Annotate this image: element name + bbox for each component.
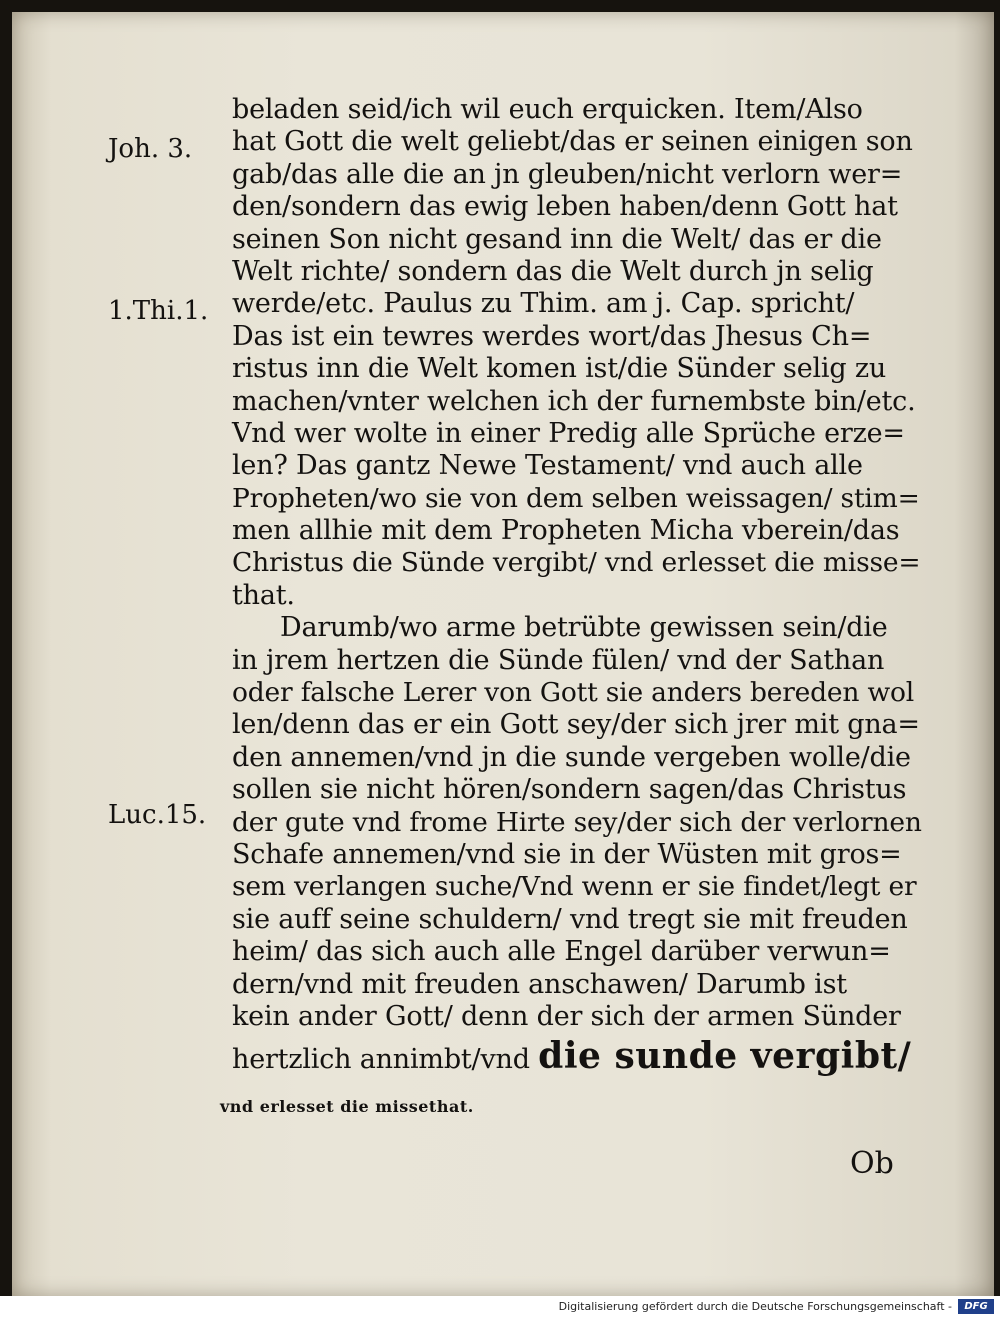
text-line: ristus inn die Welt komen ist/die Sünder selig zu xyxy=(232,353,887,385)
text-line: in jrem hertzen die Sünde fülen/ vnd der Sathan xyxy=(232,644,885,676)
text-line: len? Das gantz Newe Testament/ vnd auch alle xyxy=(232,450,863,482)
text-line: kein ander Gott/ denn der sich der armen Sünder xyxy=(232,1000,901,1032)
footer-bar xyxy=(0,1296,1000,1318)
text-line: len/denn das er ein Gott sey/der sich jrer mit gna= xyxy=(232,709,920,741)
text-line: men allhie mit dem Propheten Micha vberein/das xyxy=(232,515,900,547)
text-line: Propheten/wo sie von dem selben weissagen/ stim= xyxy=(232,482,920,514)
text-line: sie auff seine schuldern/ vnd tregt sie mit freuden xyxy=(232,903,908,935)
text-line: that. xyxy=(232,579,295,611)
text-line: oder falsche Lerer von Gott sie anders bereden wol xyxy=(232,677,915,709)
text-line: Christus die Sünde vergibt/ vnd erlesset die misse= xyxy=(232,547,921,579)
text-line: beladen seid/ich wil euch erquicken. Item/Also xyxy=(232,94,863,125)
margin-note-joh: Joh. 3. xyxy=(108,134,193,164)
closing-line: vnd erlesset die missethat. xyxy=(220,1097,474,1117)
text-line: Schafe annemen/vnd sie in der Wüsten mit gros= xyxy=(232,838,902,870)
text-line: machen/vnter welchen ich der furnembste bin/etc. xyxy=(232,385,916,417)
text-line-mixed xyxy=(232,1033,912,1079)
text-line: den annemen/vnd jn die sunde vergeben wolle/die xyxy=(232,741,911,773)
text-line-large-part: die sunde vergibt/ xyxy=(538,1035,912,1078)
text-line: sollen sie nicht hören/sondern sagen/das Christus xyxy=(232,774,907,806)
text-line: sem verlangen suche/Vnd wenn er sie findet/legt er xyxy=(232,871,917,903)
catchword: Ob xyxy=(850,1146,894,1181)
text-line: der gute vnd frome Hirte sey/der sich der verlornen xyxy=(232,806,922,838)
main-text xyxy=(220,94,922,1135)
book-page xyxy=(12,12,994,1296)
margin-note-thi: 1.Thi.1. xyxy=(108,296,209,326)
text-line: den/sondern das ewig leben haben/denn Gott hat xyxy=(232,191,898,223)
text-line: heim/ das sich auch alle Engel darüber verwun= xyxy=(232,936,891,968)
text-line: seinen Son nicht gesand inn die Welt/ das er die xyxy=(232,223,882,255)
text-line: dern/vnd mit freuden anschawen/ Darumb ist xyxy=(232,968,847,1000)
text-line: Darumb/wo arme betrübte gewissen sein/die xyxy=(280,612,888,644)
funding-notice: Digitalisierung gefördert durch die Deutsche Forschungsgemeinschaft - xyxy=(558,1300,952,1313)
text-line: hat Gott die welt geliebt/das er seinen einigen son xyxy=(232,126,913,158)
text-line: Welt richte/ sondern das die Welt durch jn selig xyxy=(232,255,874,287)
text-line: gab/das alle die an jn gleuben/nicht verlorn wer= xyxy=(232,158,903,190)
text-line-small-part: hertzlich annimbt/vnd xyxy=(232,1044,539,1076)
text-line: Das ist ein tewres werdes wort/das Jhesus Ch= xyxy=(232,320,872,352)
text-line: werde/etc. Paulus zu Thim. am j. Cap. spricht/ xyxy=(232,288,855,320)
text-line: Vnd wer wolte in einer Predig alle Sprüche erze= xyxy=(232,417,905,449)
dfg-logo-icon: DFG xyxy=(958,1299,994,1314)
margin-note-luc: Luc.15. xyxy=(108,800,207,830)
